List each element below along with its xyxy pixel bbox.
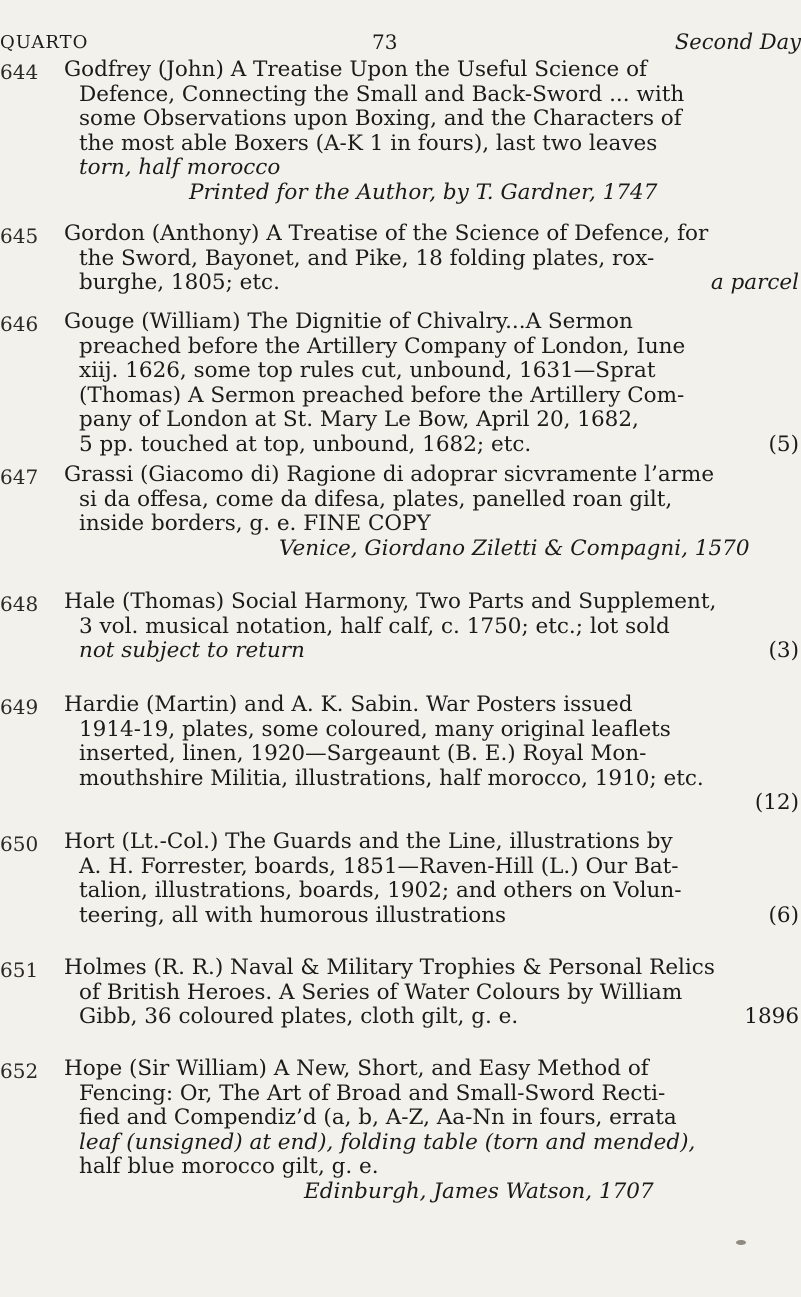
description-line: Holmes (R. R.) Naval & Military Trophies & Personal Relics xyxy=(64,955,715,980)
lot-description xyxy=(64,1057,801,1204)
description-line: Grassi (Giacomo di) Ragione di adoprar sicvramente l’arme xyxy=(64,462,715,487)
description-line: teering, all with humorous illustrations xyxy=(79,902,507,928)
lot-quantity: 1896 xyxy=(744,1004,799,1029)
lot-description xyxy=(64,58,801,205)
lot-number: 648 xyxy=(0,592,39,616)
description-line: Defence, Connecting the Small and Back-Sword ... with xyxy=(79,81,685,107)
description-line: burghe, 1805; etc. xyxy=(79,270,280,295)
lot-number: 647 xyxy=(0,465,39,489)
lot-quantity: (3) xyxy=(768,638,799,663)
lot-description xyxy=(64,310,801,457)
lot-description xyxy=(64,463,801,561)
description-line: of British Heroes. A Series of Water Colours by William xyxy=(79,979,683,1005)
lot-description xyxy=(64,590,801,664)
lot-number: 650 xyxy=(0,832,39,856)
page-number: 73 xyxy=(372,30,398,54)
lot-number: 646 xyxy=(0,312,39,336)
description-line: Gordon (Anthony) A Treatise of the Science of Defence, for xyxy=(64,221,709,246)
description-line: the Sword, Bayonet, and Pike, 18 folding plates, rox- xyxy=(79,245,655,271)
description-line: fied and Compendiz’d (a, b, A-Z, Aa-Nn in fours, errata xyxy=(79,1105,677,1130)
ink-speck xyxy=(736,1240,746,1245)
lot-description xyxy=(64,956,801,1030)
lot-quantity: (5) xyxy=(768,431,799,457)
description-line: some Observations upon Boxing, and the Characters of xyxy=(79,106,682,131)
lot-imprint: Venice, Giordano Ziletti & Compagni, 1570 xyxy=(279,535,750,561)
header-sale-day: Second Day xyxy=(674,30,801,54)
description-line: Godfrey (John) A Treatise Upon the Useful Science of xyxy=(64,57,647,82)
description-line: Gouge (William) The Dignitie of Chivalry...A Sermon xyxy=(64,309,633,334)
description-line: the most able Boxers (A-K 1 in fours), last two leaves xyxy=(79,130,658,156)
description-line: inside borders, g. e. FINE COPY xyxy=(79,511,431,536)
description-line: Hale (Thomas) Social Harmony, Two Parts and Supplement, xyxy=(64,589,717,614)
lot-number: 645 xyxy=(0,224,39,248)
description-line: (Thomas) A Sermon preached before the Artillery Com- xyxy=(79,382,685,408)
description-line: leaf (unsigned) at end), folding table (torn and mended), xyxy=(79,1129,696,1155)
lot-number: 649 xyxy=(0,695,39,719)
lot-description xyxy=(64,830,801,928)
description-line: Fencing: Or, The Art of Broad and Small-Sword Recti- xyxy=(79,1080,666,1106)
description-line: xiij. 1626, some top rules cut, unbound, 1631—Sprat xyxy=(79,358,656,383)
description-line: Hardie (Martin) and A. K. Sabin. War Posters issued xyxy=(64,692,633,717)
description-line: Hort (Lt.-Col.) The Guards and the Line, illustrations by xyxy=(64,829,673,854)
description-line: si da offesa, come da difesa, plates, panelled roan gilt, xyxy=(79,486,673,512)
header-format: QUARTO xyxy=(0,32,89,53)
lot-description xyxy=(64,693,801,816)
description-line: pany of London at St. Mary Le Bow, April 20, 1682, xyxy=(79,407,639,432)
lot-quantity: (12) xyxy=(754,790,799,815)
description-line: 3 vol. musical notation, half calf, c. 1750; etc.; lot sold xyxy=(79,613,670,639)
lot-quantity: a parcel xyxy=(710,270,799,295)
description-line: 1914-19, plates, some coloured, many original leaflets xyxy=(79,716,671,742)
description-line: talion, illustrations, boards, 1902; and others on Volun- xyxy=(79,878,682,903)
lot-imprint: Printed for the Author, by T. Gardner, 1747 xyxy=(189,179,658,205)
description-line: 5 pp. touched at top, unbound, 1682; etc. xyxy=(79,431,532,457)
description-line: Gibb, 36 coloured plates, cloth gilt, g. e. xyxy=(79,1004,519,1029)
description-line: A. H. Forrester, boards, 1851—Raven-Hill (L.) Our Bat- xyxy=(79,853,679,879)
lot-number: 644 xyxy=(0,60,39,84)
lot-number: 651 xyxy=(0,958,39,982)
description-line: torn, half morocco xyxy=(79,155,281,180)
description-line: mouthshire Militia, illustrations, half morocco, 1910; etc. xyxy=(79,765,704,791)
description-line: Hope (Sir William) A New, Short, and Easy Method of xyxy=(64,1056,649,1081)
lot-imprint: Edinburgh, James Watson, 1707 xyxy=(304,1178,654,1204)
lot-quantity: (6) xyxy=(768,902,799,928)
lot-number: 652 xyxy=(0,1059,39,1083)
page-header xyxy=(0,0,801,60)
description-line: half blue morocco gilt, g. e. xyxy=(79,1154,379,1179)
lot-description xyxy=(64,222,801,296)
description-line: not subject to return xyxy=(79,638,305,663)
description-line: inserted, linen, 1920—Sargeaunt (B. E.) Royal Mon- xyxy=(79,741,647,766)
description-line: preached before the Artillery Company of London, Iune xyxy=(79,333,686,359)
